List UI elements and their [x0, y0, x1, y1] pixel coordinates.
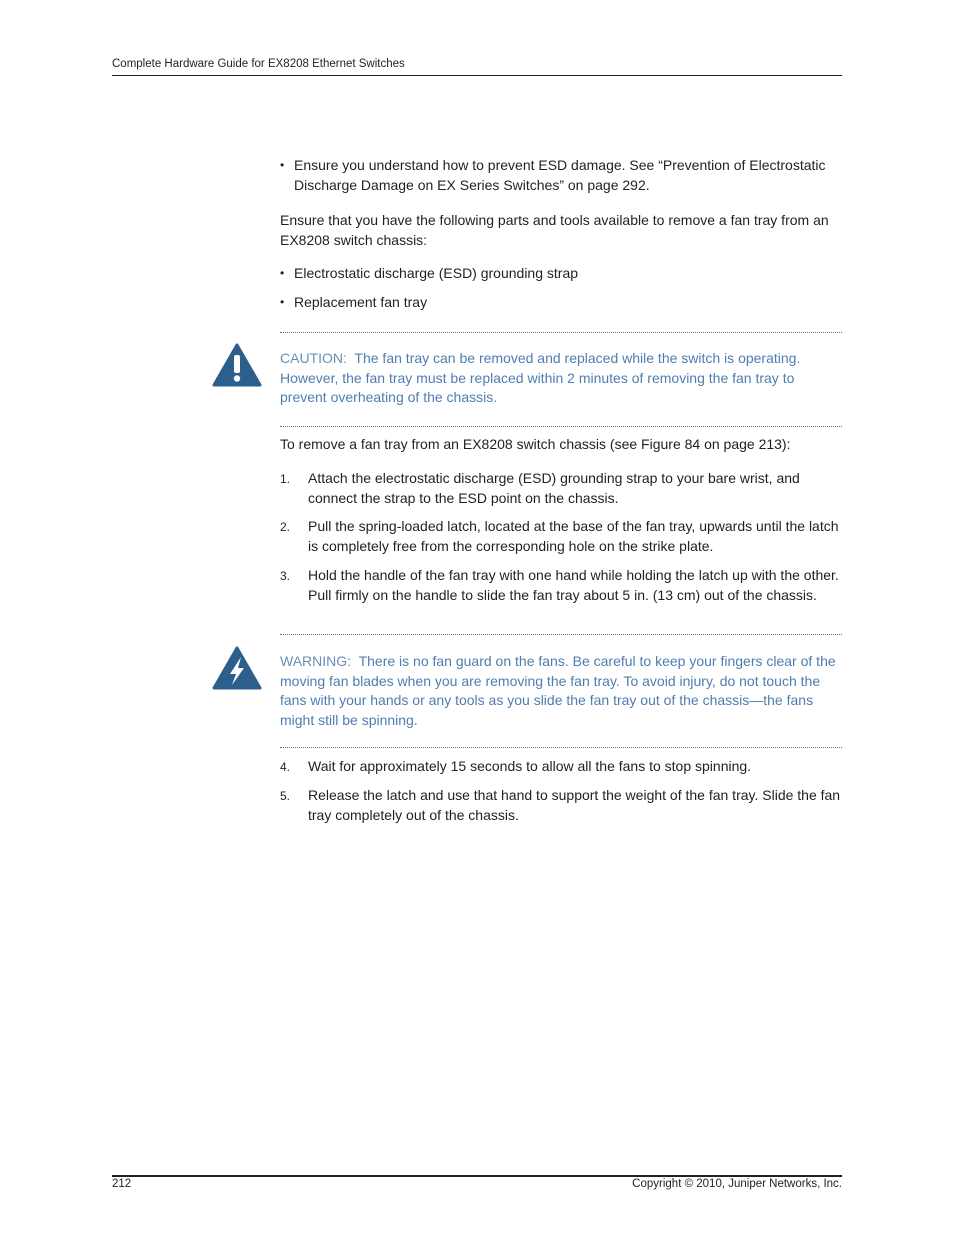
caution-label: CAUTION:: [280, 350, 347, 366]
step-number: 4.: [280, 760, 291, 774]
list-item: [280, 156, 842, 195]
list-item: [280, 264, 842, 284]
step-item: [280, 469, 842, 508]
bullet-text: Replacement fan tray: [294, 294, 428, 310]
page-number: 212: [112, 1178, 132, 1190]
step-text: Wait for approximately 15 seconds to allow all the fans to stop spinning.: [308, 758, 752, 774]
step-number: 5.: [280, 789, 291, 803]
step-text: Attach the electrostatic discharge (ESD) grounding strap to your bare wrist, and connect the strap to the ESD point on the chassis.: [308, 470, 800, 506]
caution-top-rule: [280, 332, 842, 333]
copyright-notice: Copyright © 2010, Juniper Networks, Inc.: [632, 1178, 842, 1190]
footer-rule: [112, 1175, 842, 1177]
step-item: [280, 566, 842, 605]
bullet-icon: •: [280, 295, 285, 309]
list-item: [280, 293, 842, 313]
step-text: Pull the spring-loaded latch, located at the base of the fan tray, upwards until the latch is completely free from the corresponding hole on the strike plate.: [308, 518, 839, 554]
step-number: 2.: [280, 520, 291, 534]
warning-label: WARNING:: [280, 653, 352, 669]
caution-notice: [280, 349, 842, 408]
warning-top-rule: [280, 634, 842, 635]
warning-lightning-triangle-icon: [212, 646, 262, 690]
step-item: [280, 517, 842, 556]
step-item: [280, 757, 842, 777]
parts-intro-paragraph: Ensure that you have the following parts and tools available to remove a fan tray from an EX8208 switch chassis:: [280, 212, 829, 248]
warning-bottom-rule: [280, 747, 842, 748]
caution-text: The fan tray can be removed and replaced while the switch is operating. However, the fan tray must be replaced within 2 minutes of removing the fan tray to prevent overheating of the chassis.: [280, 350, 801, 405]
step-text: Hold the handle of the fan tray with one hand while holding the latch up with the other. Pull firmly on the handle to slide the fan tray about 5 in. (13 cm) out of the chassis.: [308, 567, 839, 603]
bullet-icon: •: [280, 158, 285, 172]
bullet-icon: •: [280, 266, 285, 280]
step-item: [280, 786, 842, 825]
header-rule: [112, 75, 842, 76]
step-number: 1.: [280, 472, 291, 486]
bullet-text: Electrostatic discharge (ESD) grounding strap: [294, 265, 579, 281]
bullet-text: Ensure you understand how to prevent ESD damage. See “Prevention of Electrostatic Discharge Damage on EX Series Switches” on page 292.: [294, 157, 826, 193]
running-header-title: Complete Hardware Guide for EX8208 Ethernet Switches: [112, 58, 405, 70]
warning-text: There is no fan guard on the fans. Be careful to keep your fingers clear of the moving fan blades when you are removing the fan tray. To avoid injury, do not touch the fans with your hands or any tools as you slide the fan tray out of the chassis—the fans might still be spinning.: [280, 653, 836, 728]
caution-bottom-rule: [280, 426, 842, 427]
caution-exclamation-triangle-icon: [212, 343, 262, 387]
step-number: 3.: [280, 569, 291, 583]
step-text: Release the latch and use that hand to support the weight of the fan tray. Slide the fan tray completely out of the chassis.: [308, 787, 841, 823]
warning-notice: [280, 652, 842, 730]
procedure-intro-paragraph: To remove a fan tray from an EX8208 switch chassis (see Figure 84 on page 213):: [280, 436, 791, 452]
